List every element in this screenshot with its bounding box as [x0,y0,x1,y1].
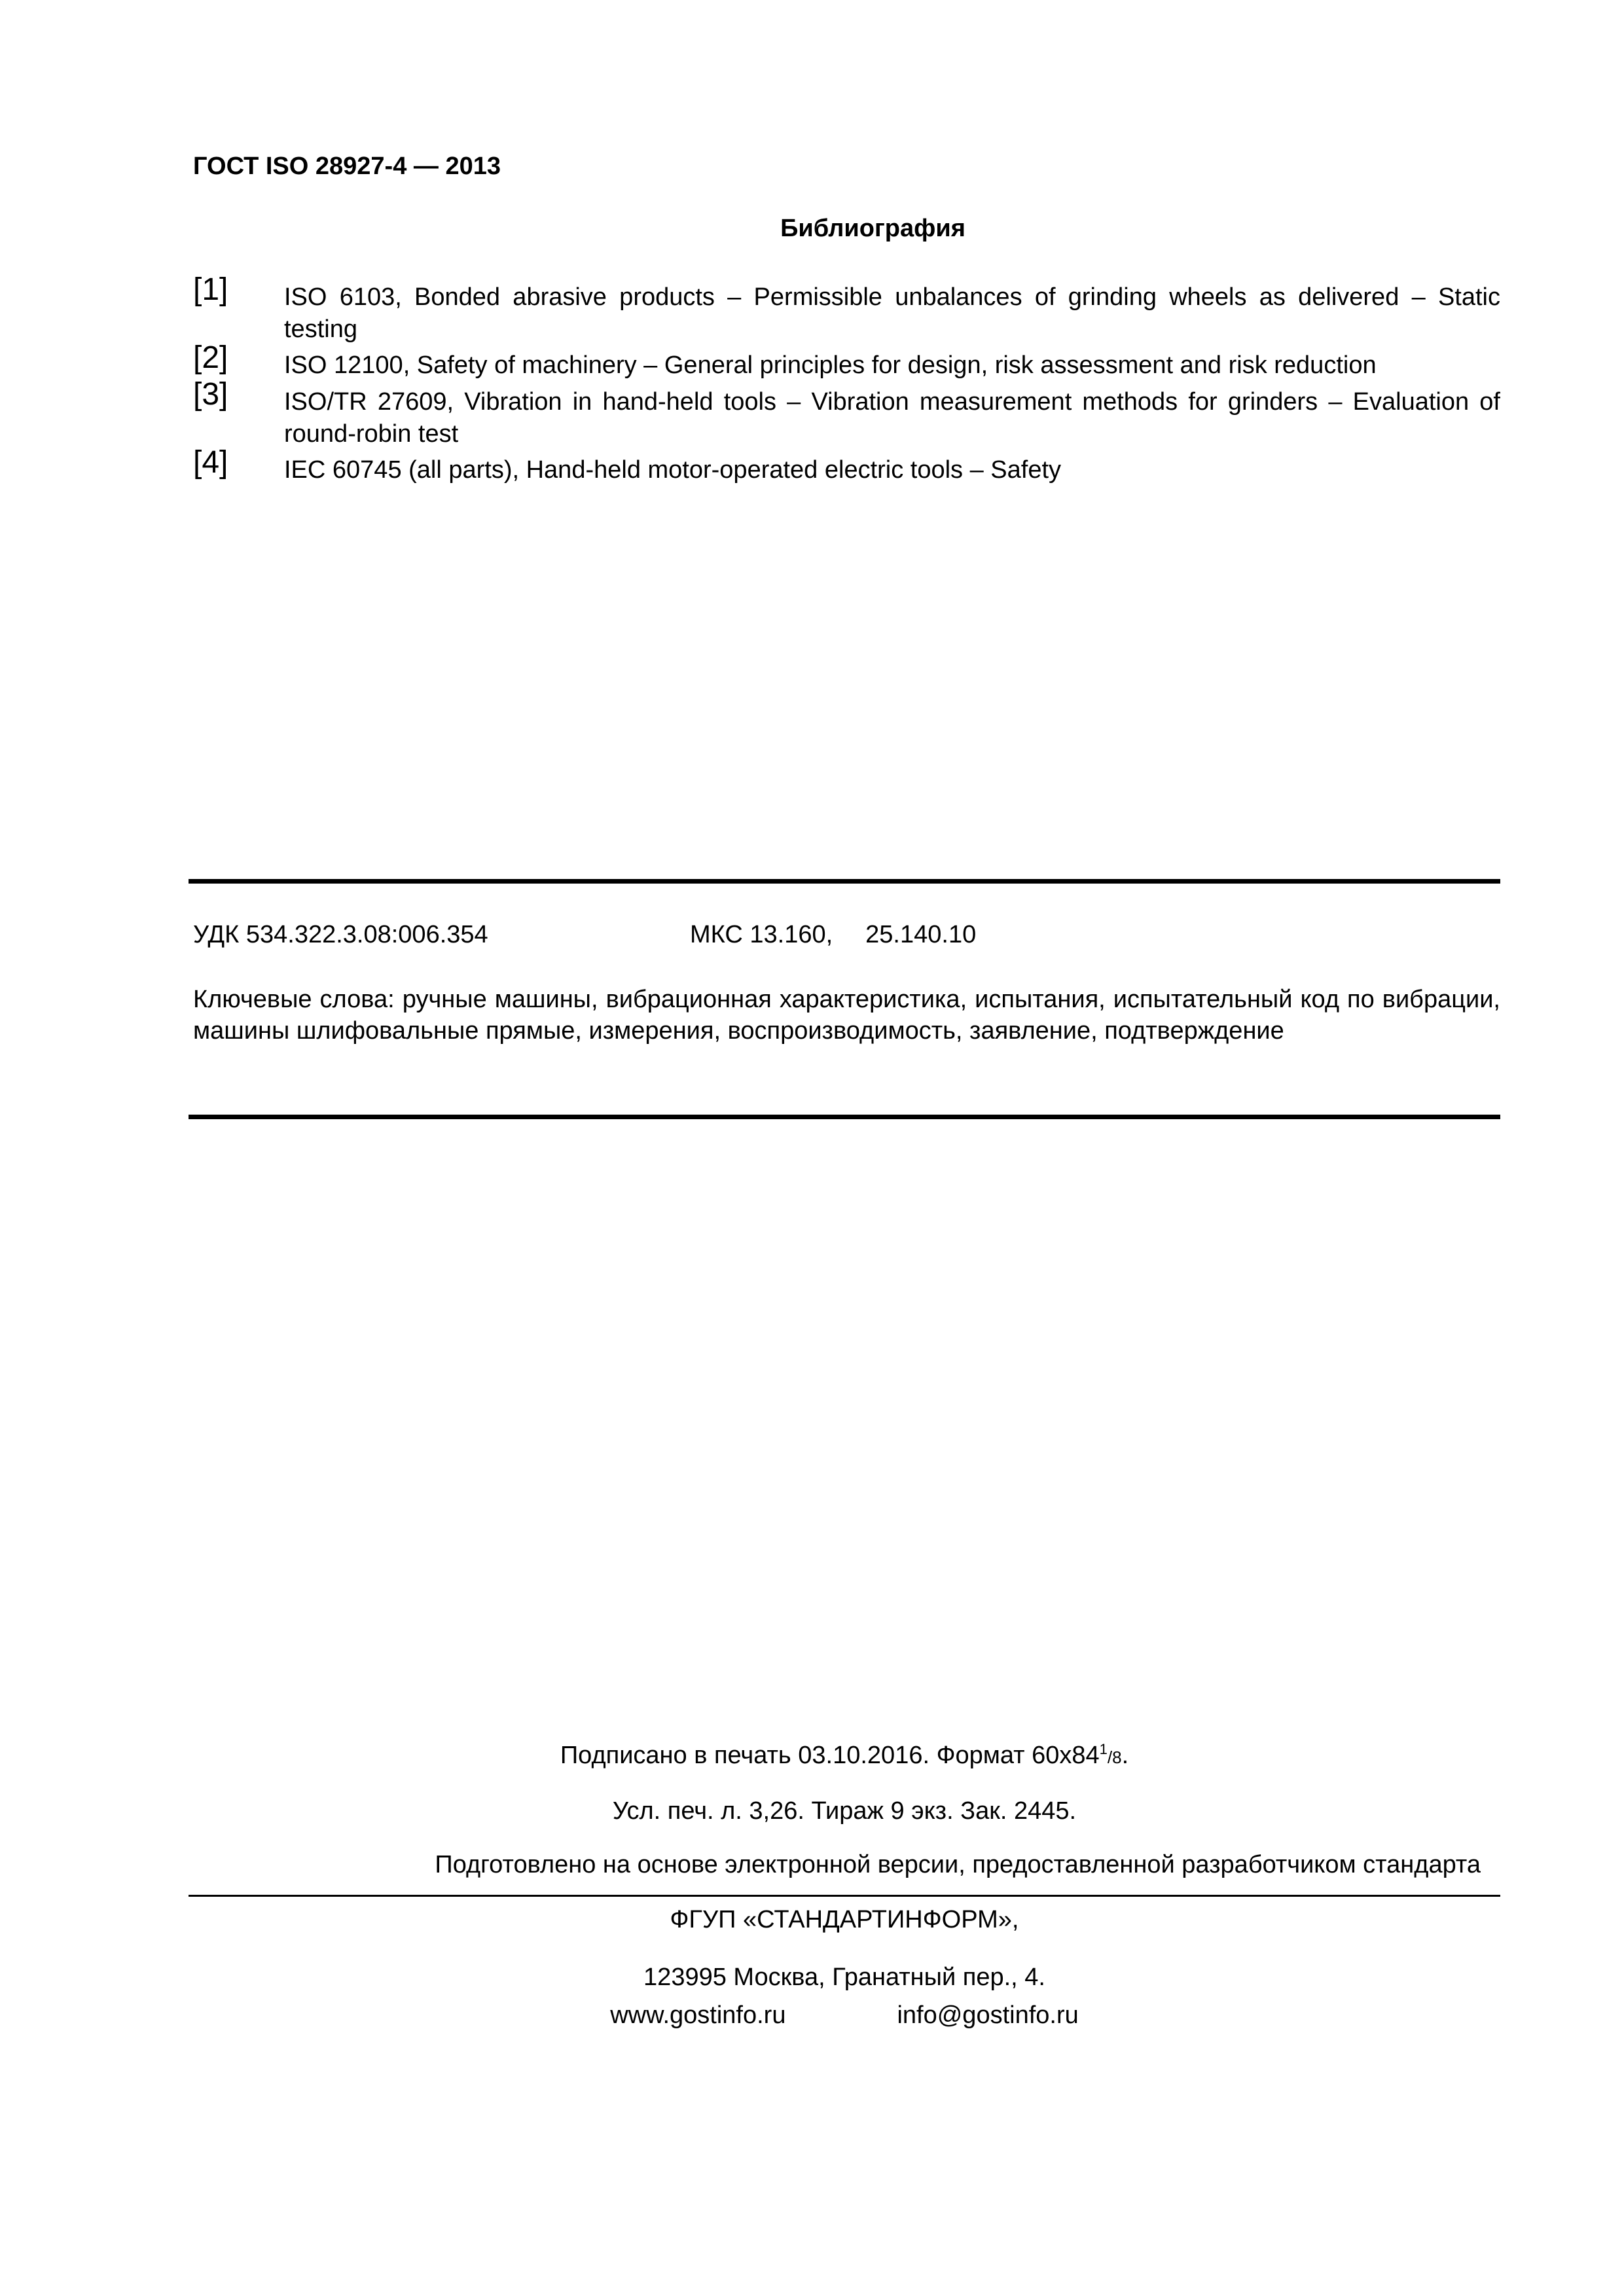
imprint-signed-text: Подписано в печать 03.10.2016. Формат 60x84 [560,1742,1100,1769]
document-header: ГОСТ ISO 28927-4 — 2013 [193,152,501,180]
bibliography-item-number: [1] [193,272,228,307]
bibliography-item-text: IEC 60745 (all parts), Hand-held motor-operated electric tools – Safety [284,456,1062,484]
bibliography-item-text: ISO 12100, Safety of machinery – General principles for design, risk assessment and risk reduction [284,351,1377,379]
bibliography-item-number: [4] [193,445,228,480]
publisher-email[interactable]: info@gostinfo.ru [897,2001,1079,2029]
publisher-contacts [189,2001,1500,2030]
publisher-website[interactable]: www.gostinfo.ru [610,2001,786,2029]
divider-bottom [189,1115,1500,1119]
imprint-print-info: Усл. печ. л. 3,26. Тираж 9 экз. Зак. 2445. [612,1797,1077,1825]
mks-code-1: МКС 13.160, [690,921,833,948]
format-end: . [1121,1742,1129,1769]
bibliography-item-number: [2] [193,340,228,375]
bibliography-item-number: [3] [193,377,228,412]
divider-publisher [189,1895,1500,1897]
format-numerator: 1 [1099,1741,1108,1757]
bibliography-title: Библиография [780,215,965,242]
format-denominator: /8 [1107,1748,1122,1767]
bibliography-item-text: ISO/TR 27609, Vibration in hand-held tools – Vibration measurement methods for grinders – Evaluation of round-robin test [284,388,1500,448]
mks-codes [690,921,976,949]
udk-code: УДК 534.322.3.08:006.354 [193,921,488,948]
bibliography-item-text: ISO 6103, Bonded abrasive products – Permissible unbalances of grinding wheels as delivered – Static testing [284,283,1500,343]
divider-top [189,879,1500,884]
imprint-signed [189,1741,1500,1770]
imprint-prepared: Подготовлено на основе электронной версии, предоставленной разработчиком стандарта [435,1851,1481,1878]
keywords: Ключевые слова: ручные машины, вибрационная характеристика, испытания, испытательный код по вибрации, машины шлифовальные прямые, измерения, воспроизводимость, заявление, подтверждение [193,986,1500,1045]
publisher-address: 123995 Москва, Гранатный пер., 4. [643,1964,1045,1991]
mks-code-2: 25.140.10 [865,921,977,948]
publisher-name: ФГУП «СТАНДАРТИНФОРМ», [670,1906,1019,1933]
